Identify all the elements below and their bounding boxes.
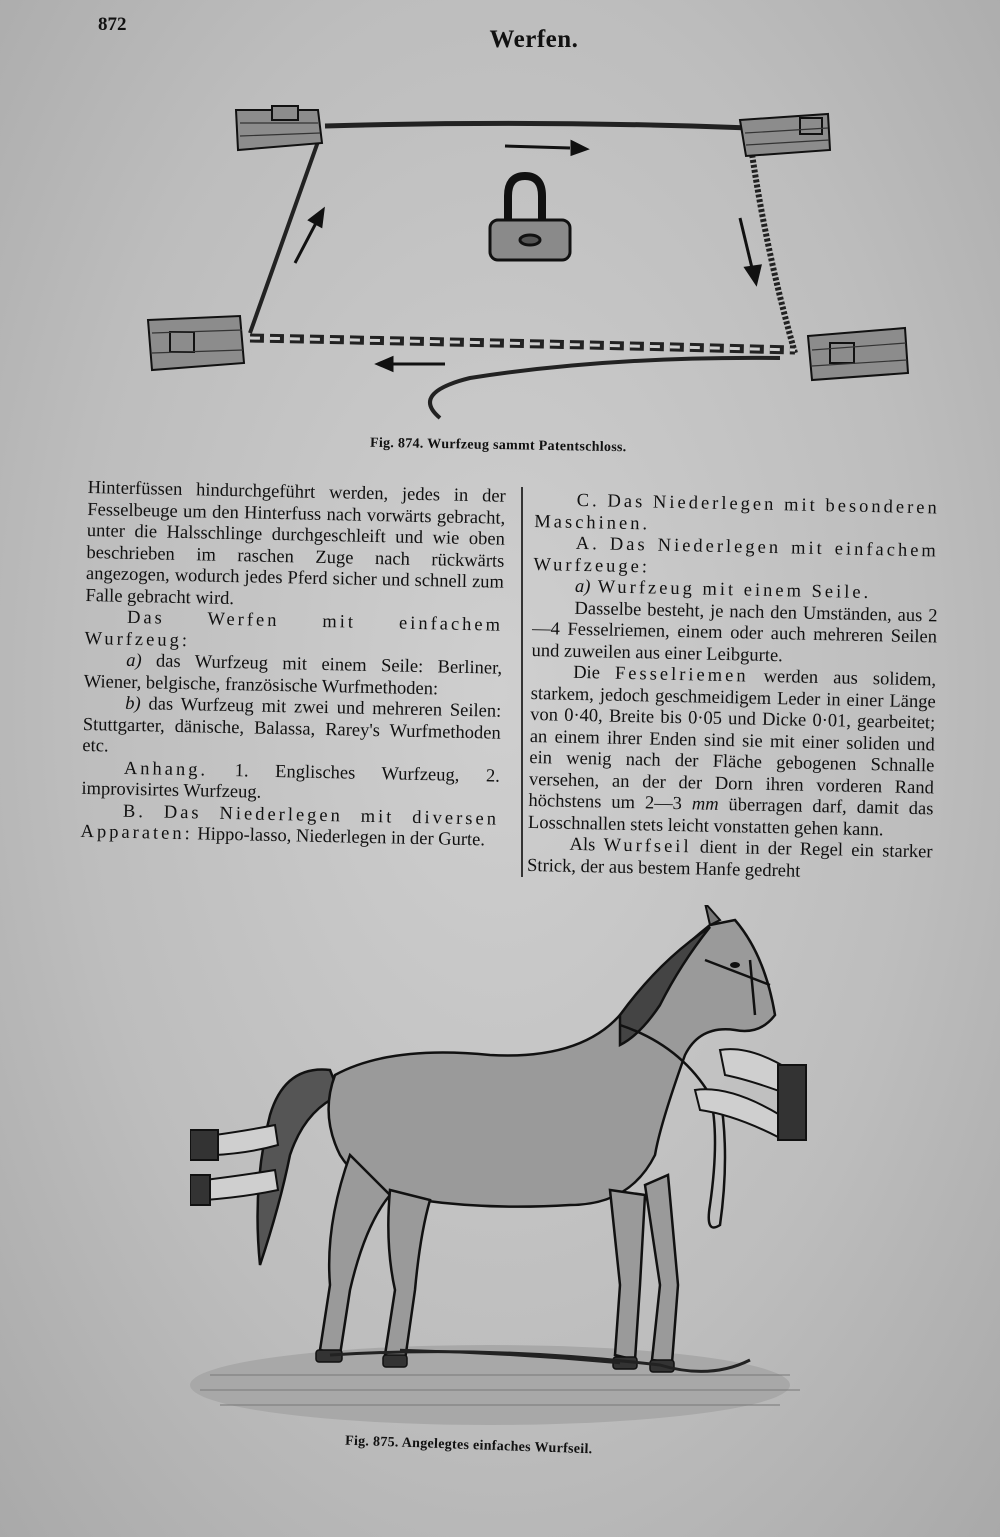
list-marker: a) bbox=[574, 576, 591, 598]
spaced-heading: Wurfzeug mit einem Seile. bbox=[590, 577, 872, 604]
paragraph-text: Die bbox=[572, 662, 616, 684]
list-marker: a) bbox=[125, 650, 142, 672]
paragraph-text: Hippo-lasso, Niederlegen in der Gurte. bbox=[192, 824, 486, 851]
paragraph-text: dient in der Regel ein starker Strick, der aus bestem Hanfe gedreht bbox=[526, 837, 933, 882]
paragraph bbox=[82, 693, 501, 766]
column-divider bbox=[521, 487, 523, 877]
page-number: 872 bbox=[98, 14, 127, 35]
spaced-heading: A. Das Niederlegen mit einfachem Wurfzeuge: bbox=[533, 533, 940, 577]
text-column-left bbox=[80, 478, 506, 852]
paragraph: Dasselbe besteht, je nach den Umständen, aus 2—4 Fesselriemen, einem oder auch mehreren Seilen und zuweilen aus einer Leibgurte. bbox=[531, 598, 938, 666]
paragraph-text: überragen darf, damit das Losschnallen stets leicht vonstatten gehen kann. bbox=[527, 794, 934, 840]
paragraph bbox=[528, 662, 937, 842]
paragraph: Hinterfüssen hindurchgeführt werden, jedes in der Fesselbeuge um den Hinterfuss nach vorwärts gebracht, unter die Halsschlinge durchgeschleift und wie oben beschrieben im raschen Zuge nach rückwärts angezogen, wodurch jedes Pferd sicher und schnell zum Falle gebracht wird. bbox=[85, 478, 506, 609]
paragraph bbox=[80, 800, 499, 852]
spaced-term: Wurfseil bbox=[603, 835, 692, 858]
running-head: Werfen. bbox=[489, 26, 579, 53]
paragraph bbox=[527, 834, 933, 885]
figure-874-caption: Fig. 874. Wurfzeug sammt Patentschloss. bbox=[369, 435, 627, 456]
spaced-term: Fesselriemen bbox=[614, 663, 749, 687]
paragraph-text: das Wurfzeug mit zwei und mehreren Seilen: Stuttgarter, dänische, Balassa, Rarey's Wurfmethoden etc. bbox=[82, 694, 502, 757]
paragraph-text: werden aus solidem, starkem, jedoch geschmeidigem Leder in einer Länge von 0·40, Breite bis 0·05 und Dicke 0·01, gearbeitet; an einem ihrer Enden sind sie mit einer soliden und ein wenig nach der Fläche gebogenen Schnalle versehen, an der der Dorn ihren vorderen Rand höchstens um 2—3 bbox=[528, 666, 937, 815]
spaced-heading: C. Das Niederlegen mit besonderen Maschinen. bbox=[534, 490, 940, 534]
figure-874-illustration bbox=[140, 88, 920, 448]
list-marker: b) bbox=[125, 693, 141, 715]
figure-875-caption: Fig. 875. Angelegtes einfaches Wurfseil. bbox=[344, 1433, 593, 1458]
paragraph-text: 1. Englisches Wurfzeug, 2. improvisirtes Wurfzeug. bbox=[81, 760, 501, 803]
spaced-heading: Das Werfen mit einfachem Wurfzeug: bbox=[84, 607, 504, 651]
figure-875-illustration bbox=[190, 905, 810, 1425]
spaced-heading: Anhang. bbox=[123, 758, 209, 781]
paragraph-text: das Wurfzeug mit einem Seile: Berliner, Wiener, belgische, französische Wurfmethoden: bbox=[83, 651, 503, 699]
spaced-heading: B. Das Niederlegen mit diversen Apparaten: bbox=[80, 801, 500, 845]
unit: mm bbox=[691, 794, 719, 815]
paragraph-text: Als bbox=[569, 834, 604, 856]
text-column-right bbox=[527, 490, 940, 885]
